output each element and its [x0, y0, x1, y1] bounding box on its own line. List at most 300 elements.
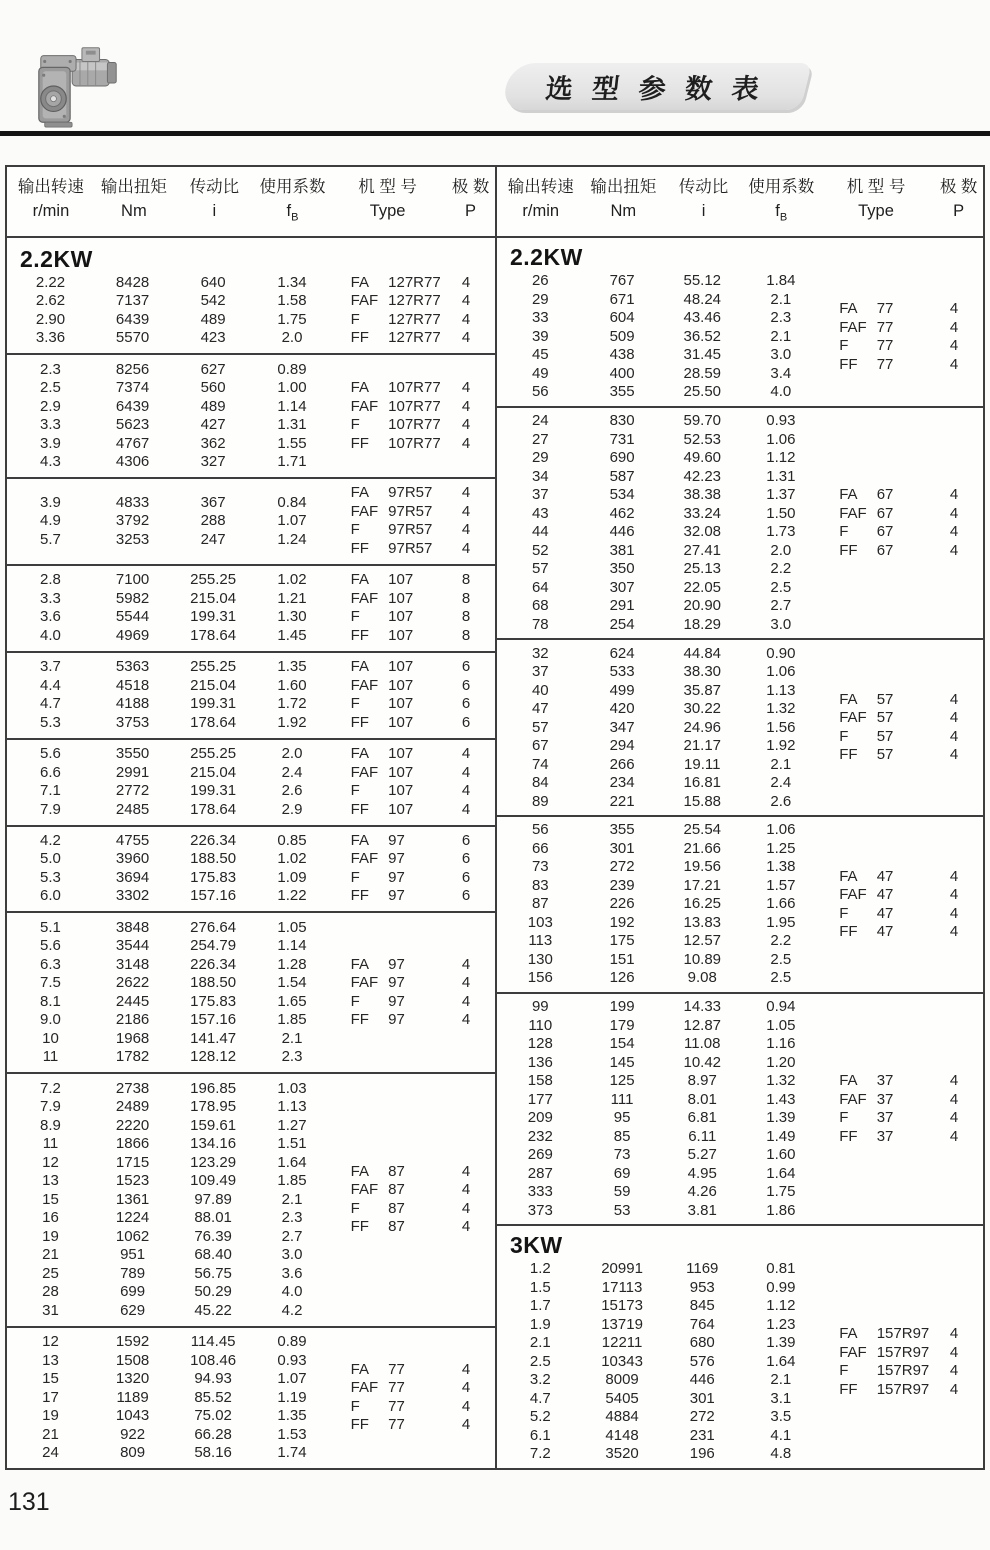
cell-output-torque: 533	[609, 663, 635, 680]
table-header	[7, 167, 495, 238]
gearmotor-illustration	[28, 36, 128, 134]
cell-service-factor: 0.89	[277, 1333, 307, 1351]
type-model: 77	[876, 355, 894, 373]
pole-count: 4	[949, 1127, 959, 1145]
cell-output-speed: 4.9	[40, 512, 61, 530]
section-body	[7, 274, 495, 348]
cell-output-speed: 1.7	[529, 1297, 551, 1315]
section-body	[497, 1260, 983, 1464]
cell-output-speed: 67	[531, 737, 549, 754]
pole-count: 6	[461, 831, 471, 849]
type-model: 97	[388, 974, 405, 992]
table-row	[7, 1098, 329, 1117]
header-unit-row	[497, 202, 983, 227]
cell-output-torque: 17113	[601, 1278, 643, 1296]
cell-service-factor: 1.51	[277, 1135, 307, 1153]
table-row	[7, 311, 329, 330]
cell-service-factor: 1.13	[766, 681, 796, 699]
type-block	[818, 1325, 983, 1399]
table-section	[7, 477, 495, 564]
cell-service-factor: 2.3	[281, 1209, 303, 1227]
cell-output-torque: 221	[609, 792, 635, 810]
cell-output-speed: 2.90	[35, 310, 66, 328]
cell-service-factor: 2.5	[770, 578, 792, 596]
cell-output-speed: 16	[42, 1209, 59, 1227]
section-body	[7, 1080, 495, 1321]
type-model: 107	[388, 608, 414, 626]
cell-ratio: 27.41	[683, 541, 722, 559]
cell-output-speed: 26	[531, 272, 549, 290]
cell-output-speed: 29	[531, 290, 549, 308]
pole-count: 6	[461, 658, 471, 676]
table-row	[7, 590, 329, 609]
type-prefix: FAF	[839, 886, 867, 904]
cell-ratio: 25.13	[683, 560, 722, 578]
cell-service-factor: 1.30	[277, 608, 307, 626]
table-row	[497, 663, 818, 682]
table-body	[7, 238, 495, 1468]
cell-output-speed: 7.9	[40, 1098, 61, 1116]
cell-service-factor: 0.94	[766, 998, 796, 1016]
type-model: 107R77	[388, 379, 441, 397]
cell-ratio: 114.45	[190, 1333, 236, 1351]
gearmotor-photo	[28, 36, 128, 134]
type-block	[329, 1163, 495, 1237]
type-model: 97R57	[388, 521, 433, 539]
header-unit: $f_B$	[775, 202, 788, 224]
table-row	[7, 1135, 329, 1154]
type-prefix: F	[839, 1362, 849, 1380]
type-prefix: FA	[839, 690, 858, 708]
cell-service-factor: 1.66	[766, 895, 796, 913]
header-unit: Nm	[610, 202, 637, 220]
pole-count: 4	[461, 1181, 471, 1199]
table-row	[497, 895, 818, 914]
type-model: 47	[876, 904, 894, 922]
cell-ratio: 21.17	[683, 737, 722, 754]
cell-output-speed: 9.0	[40, 1011, 61, 1029]
header-unit: Nm	[121, 202, 147, 220]
cell-output-torque: 10343	[601, 1352, 643, 1370]
pole-count: 4	[949, 1362, 959, 1380]
type-row	[329, 540, 495, 559]
cell-output-speed: 19	[42, 1227, 59, 1245]
cell-output-speed: 6.3	[40, 955, 61, 973]
cell-ratio: 196	[689, 1445, 715, 1463]
cell-output-torque: 446	[609, 523, 635, 541]
type-prefix: FF	[350, 1011, 369, 1029]
cell-service-factor: 1.00	[277, 379, 307, 397]
cell-output-torque: 462	[609, 504, 635, 522]
table-row	[7, 1154, 329, 1173]
table-section	[7, 238, 495, 353]
type-prefix: FAF	[350, 589, 379, 607]
cell-service-factor: 1.54	[277, 974, 307, 992]
type-row	[329, 416, 495, 435]
cell-output-speed: 4.3	[40, 453, 61, 471]
table-row	[497, 309, 818, 328]
type-model: 37	[876, 1090, 894, 1108]
type-row	[329, 832, 495, 851]
cell-service-factor: 3.1	[770, 1389, 792, 1407]
cell-service-factor: 1.06	[766, 663, 796, 680]
cell-ratio: 159.61	[190, 1116, 237, 1134]
cell-ratio: 16.25	[683, 895, 722, 913]
cell-service-factor: 2.5	[770, 950, 792, 968]
cell-output-speed: 11	[42, 1048, 59, 1066]
cell-service-factor: 2.4	[770, 774, 792, 791]
type-prefix: FAF	[350, 1181, 379, 1199]
cell-output-torque: 1043	[115, 1407, 150, 1425]
cell-output-speed: 10	[42, 1029, 59, 1047]
type-block	[329, 956, 495, 1030]
type-model: 97R57	[388, 502, 433, 520]
section-body	[7, 361, 495, 472]
type-model: 107	[388, 782, 414, 800]
cell-output-speed: 3.9	[40, 434, 61, 452]
cell-output-torque: 4884	[605, 1408, 639, 1426]
cell-ratio: 10.89	[683, 950, 722, 968]
table-row	[497, 858, 818, 877]
header-label: 输出扭矩	[590, 178, 657, 196]
header-unit: $f_B$	[286, 202, 299, 224]
type-row	[329, 274, 495, 293]
table-section	[7, 651, 495, 738]
cell-output-torque: 2772	[115, 782, 150, 800]
cell-output-torque: 629	[120, 1301, 146, 1319]
table-row	[7, 764, 329, 783]
section-body	[7, 745, 495, 819]
table-row	[497, 932, 818, 951]
table-row	[7, 1246, 329, 1265]
type-row	[329, 1200, 495, 1219]
cell-ratio: 9.08	[687, 969, 717, 987]
pole-count: 4	[949, 690, 959, 708]
type-row	[818, 746, 983, 765]
header-label: 使用系数	[259, 178, 326, 196]
data-rows	[7, 745, 329, 819]
table-column-left	[7, 167, 495, 1468]
type-model: 37	[876, 1109, 894, 1127]
cell-output-torque: 1189	[116, 1388, 149, 1406]
pole-count: 4	[461, 397, 471, 415]
table-row	[497, 1334, 818, 1353]
cell-ratio: 19.11	[684, 755, 721, 773]
table-row	[7, 1172, 329, 1191]
cell-ratio: 199.31	[190, 695, 237, 713]
cell-output-torque: 125	[609, 1072, 635, 1090]
cell-output-speed: 5.6	[40, 745, 61, 763]
table-header	[497, 167, 983, 238]
cell-output-torque: 2622	[115, 974, 150, 992]
cell-ratio: 20.90	[683, 597, 722, 615]
cell-ratio: 178.64	[190, 626, 237, 644]
table-row	[7, 627, 329, 646]
type-prefix: F	[350, 310, 360, 328]
table-row	[7, 1333, 329, 1352]
type-model: 97	[388, 831, 405, 849]
cell-output-torque: 347	[609, 718, 635, 736]
cell-output-torque: 1715	[115, 1153, 150, 1171]
cell-output-torque: 4188	[115, 695, 150, 713]
type-row	[329, 850, 495, 869]
cell-output-torque: 604	[609, 309, 635, 327]
cell-output-torque: 199	[609, 998, 635, 1016]
page-title: 选 型 参 数 表	[544, 74, 767, 104]
cell-output-speed: 24	[531, 412, 549, 430]
table-row	[497, 645, 818, 664]
pole-count: 4	[949, 1343, 959, 1361]
table-row	[497, 1054, 818, 1073]
cell-ratio: 226.34	[190, 831, 237, 849]
cell-output-speed: 3.7	[40, 658, 61, 676]
type-model: 107R77	[388, 416, 441, 434]
type-row	[329, 398, 495, 417]
cell-service-factor: 1.21	[277, 589, 307, 607]
cell-output-speed: 1.5	[529, 1278, 551, 1296]
cell-service-factor: 1.06	[766, 430, 796, 448]
table-row	[497, 1017, 818, 1036]
cell-output-torque: 226	[609, 895, 635, 913]
cell-output-speed: 4.4	[40, 676, 61, 694]
cell-output-speed: 177	[527, 1090, 553, 1108]
table-row	[497, 793, 818, 812]
data-rows	[497, 1260, 818, 1464]
cell-output-torque: 6439	[115, 397, 150, 415]
cell-output-torque: 1361	[115, 1190, 150, 1208]
cell-output-torque: 355	[609, 821, 635, 839]
cell-ratio: 6.81	[687, 1109, 717, 1127]
type-model: 77	[388, 1379, 405, 1397]
cell-output-speed: 74	[531, 755, 549, 773]
cell-service-factor: 1.58	[277, 292, 307, 310]
cell-service-factor: 1.84	[766, 272, 796, 290]
type-model: 57	[876, 727, 894, 745]
cell-output-speed: 99	[531, 998, 549, 1016]
cell-service-factor: 1.57	[766, 876, 796, 894]
table-row	[7, 850, 329, 869]
cell-ratio: 88.01	[194, 1209, 232, 1227]
type-prefix: FAF	[839, 1343, 867, 1361]
cell-ratio: 4.26	[687, 1183, 717, 1201]
type-prefix: FA	[839, 300, 858, 318]
type-row	[818, 1325, 983, 1344]
data-rows	[7, 361, 329, 472]
table-row	[497, 1165, 818, 1184]
cell-output-torque: 3848	[115, 918, 150, 936]
cell-service-factor: 1.49	[766, 1127, 796, 1145]
table-section	[7, 564, 495, 651]
cell-service-factor: 1.32	[766, 1072, 796, 1090]
type-row	[818, 337, 983, 356]
cell-service-factor: 2.0	[770, 541, 792, 559]
cell-output-torque: 922	[120, 1425, 146, 1443]
cell-service-factor: 4.0	[281, 1283, 303, 1301]
type-prefix: F	[839, 1109, 849, 1127]
cell-ratio: 30.22	[683, 700, 722, 717]
pole-count: 4	[949, 523, 959, 541]
cell-service-factor: 1.64	[277, 1153, 307, 1171]
cell-ratio: 108.46	[190, 1351, 237, 1369]
cell-output-speed: 25	[42, 1264, 59, 1282]
cell-output-speed: 156	[527, 969, 553, 987]
table-row	[497, 616, 818, 635]
cell-ratio: 489	[200, 310, 226, 328]
cell-service-factor: 1.31	[766, 467, 796, 485]
cell-service-factor: 2.5	[770, 969, 792, 987]
cell-output-torque: 111	[610, 1090, 634, 1108]
cell-output-speed: 47	[531, 700, 549, 717]
cell-output-torque: 809	[120, 1444, 146, 1462]
cell-output-torque: 1866	[115, 1135, 150, 1153]
cell-ratio: 58.16	[194, 1444, 232, 1462]
header-unit: P	[465, 202, 477, 220]
table-row	[7, 1030, 329, 1049]
cell-output-torque: 4969	[115, 626, 150, 644]
cell-output-torque: 73	[613, 1146, 631, 1164]
cell-ratio: 13.83	[683, 913, 722, 931]
table-row	[497, 1408, 818, 1427]
pole-count: 4	[949, 709, 959, 727]
table-row	[7, 1080, 329, 1099]
type-row	[818, 1072, 983, 1091]
cell-output-torque: 2738	[115, 1079, 150, 1097]
header-unit: Type	[858, 202, 894, 220]
type-prefix: FA	[839, 486, 858, 504]
data-rows	[497, 272, 818, 402]
type-row	[329, 1398, 495, 1417]
table-row	[7, 1426, 329, 1445]
type-block	[818, 691, 983, 765]
table-row	[497, 542, 818, 561]
type-model: 77	[388, 1416, 405, 1434]
table-row	[497, 1260, 818, 1279]
cell-output-speed: 1.2	[529, 1260, 551, 1278]
cell-service-factor: 1.25	[766, 839, 796, 857]
type-prefix: F	[350, 416, 360, 434]
cell-output-speed: 2.22	[35, 273, 66, 291]
table-row	[7, 869, 329, 888]
type-model: 87	[388, 1181, 405, 1199]
table-row	[7, 494, 329, 513]
type-model: 97	[388, 887, 405, 905]
type-model: 47	[876, 886, 894, 904]
cell-service-factor: 1.06	[766, 821, 796, 839]
type-row	[329, 974, 495, 993]
cell-service-factor: 1.71	[277, 453, 307, 471]
cell-output-torque: 1592	[115, 1333, 150, 1351]
type-prefix: F	[350, 521, 360, 539]
cell-ratio: 8.97	[687, 1072, 717, 1090]
cell-service-factor: 1.38	[766, 858, 796, 876]
cell-ratio: 25.50	[683, 383, 722, 401]
cell-ratio: 247	[200, 530, 226, 548]
data-rows	[497, 998, 818, 1220]
cell-ratio: 141.47	[190, 1029, 237, 1047]
cell-ratio: 12.87	[683, 1016, 722, 1034]
cell-ratio: 128.12	[190, 1048, 237, 1066]
cell-ratio: 10.42	[683, 1053, 722, 1071]
pole-count: 4	[461, 763, 471, 781]
cell-ratio: 38.38	[683, 486, 722, 504]
type-row	[329, 590, 495, 609]
cell-output-speed: 103	[527, 913, 553, 931]
type-prefix: FF	[350, 626, 369, 644]
cell-output-speed: 113	[528, 932, 553, 950]
cell-output-speed: 43	[531, 504, 549, 522]
cell-ratio: 231	[689, 1426, 715, 1444]
pole-count: 4	[461, 1199, 471, 1217]
table-row	[497, 821, 818, 840]
type-model: 77	[876, 318, 894, 336]
cell-ratio: 28.59	[683, 364, 722, 382]
type-model: 67	[876, 523, 894, 541]
type-model: 127R77	[388, 273, 441, 291]
type-prefix: FF	[350, 539, 369, 557]
cell-service-factor: 1.22	[277, 887, 307, 905]
cell-service-factor: 4.8	[770, 1445, 792, 1463]
cell-output-speed: 333	[527, 1183, 553, 1201]
cell-output-torque: 3520	[605, 1445, 639, 1463]
type-prefix: F	[350, 1397, 360, 1415]
cell-output-torque: 145	[609, 1053, 635, 1071]
cell-output-speed: 68	[531, 597, 549, 615]
cell-ratio: 4.95	[687, 1164, 717, 1182]
cell-output-speed: 37	[531, 663, 549, 680]
table-row	[497, 969, 818, 988]
cell-output-torque: 4767	[115, 434, 150, 452]
table-row	[497, 682, 818, 701]
cell-service-factor: 1.37	[766, 486, 796, 504]
cell-output-torque: 690	[609, 449, 635, 467]
table-row	[497, 951, 818, 970]
cell-ratio: 11.08	[684, 1035, 721, 1053]
cell-ratio: 188.50	[190, 974, 237, 992]
cell-output-speed: 64	[531, 578, 549, 596]
cell-ratio: 215.04	[190, 676, 237, 694]
type-model: 77	[388, 1397, 405, 1415]
pole-count: 6	[461, 868, 471, 886]
table-row	[497, 1072, 818, 1091]
type-prefix: FA	[350, 379, 369, 397]
table-row	[7, 1370, 329, 1389]
cell-output-torque: 3253	[115, 530, 150, 548]
cell-output-torque: 6439	[115, 310, 150, 328]
type-row	[329, 379, 495, 398]
cell-output-speed: 3.2	[529, 1371, 551, 1389]
cell-output-speed: 19	[42, 1407, 59, 1425]
cell-output-speed: 7.2	[40, 1079, 61, 1097]
cell-output-torque: 1320	[115, 1370, 150, 1388]
type-model: 47	[876, 923, 894, 941]
pole-count: 4	[949, 923, 959, 941]
cell-service-factor: 1.05	[277, 918, 307, 936]
header-label: 机 型 号	[358, 178, 417, 196]
cell-service-factor: 2.6	[770, 792, 792, 810]
type-model: 37	[876, 1127, 894, 1145]
cell-output-torque: 5982	[115, 589, 150, 607]
selection-parameter-table	[5, 165, 985, 1470]
table-section	[7, 1072, 495, 1325]
pole-count: 4	[461, 955, 471, 973]
type-model: 77	[876, 337, 894, 355]
cell-output-torque: 179	[609, 1016, 635, 1034]
cell-output-speed: 21	[42, 1425, 59, 1443]
pole-count: 4	[461, 310, 471, 328]
cell-output-torque: 59	[613, 1183, 631, 1201]
table-row	[497, 365, 818, 384]
table-row	[7, 1011, 329, 1030]
